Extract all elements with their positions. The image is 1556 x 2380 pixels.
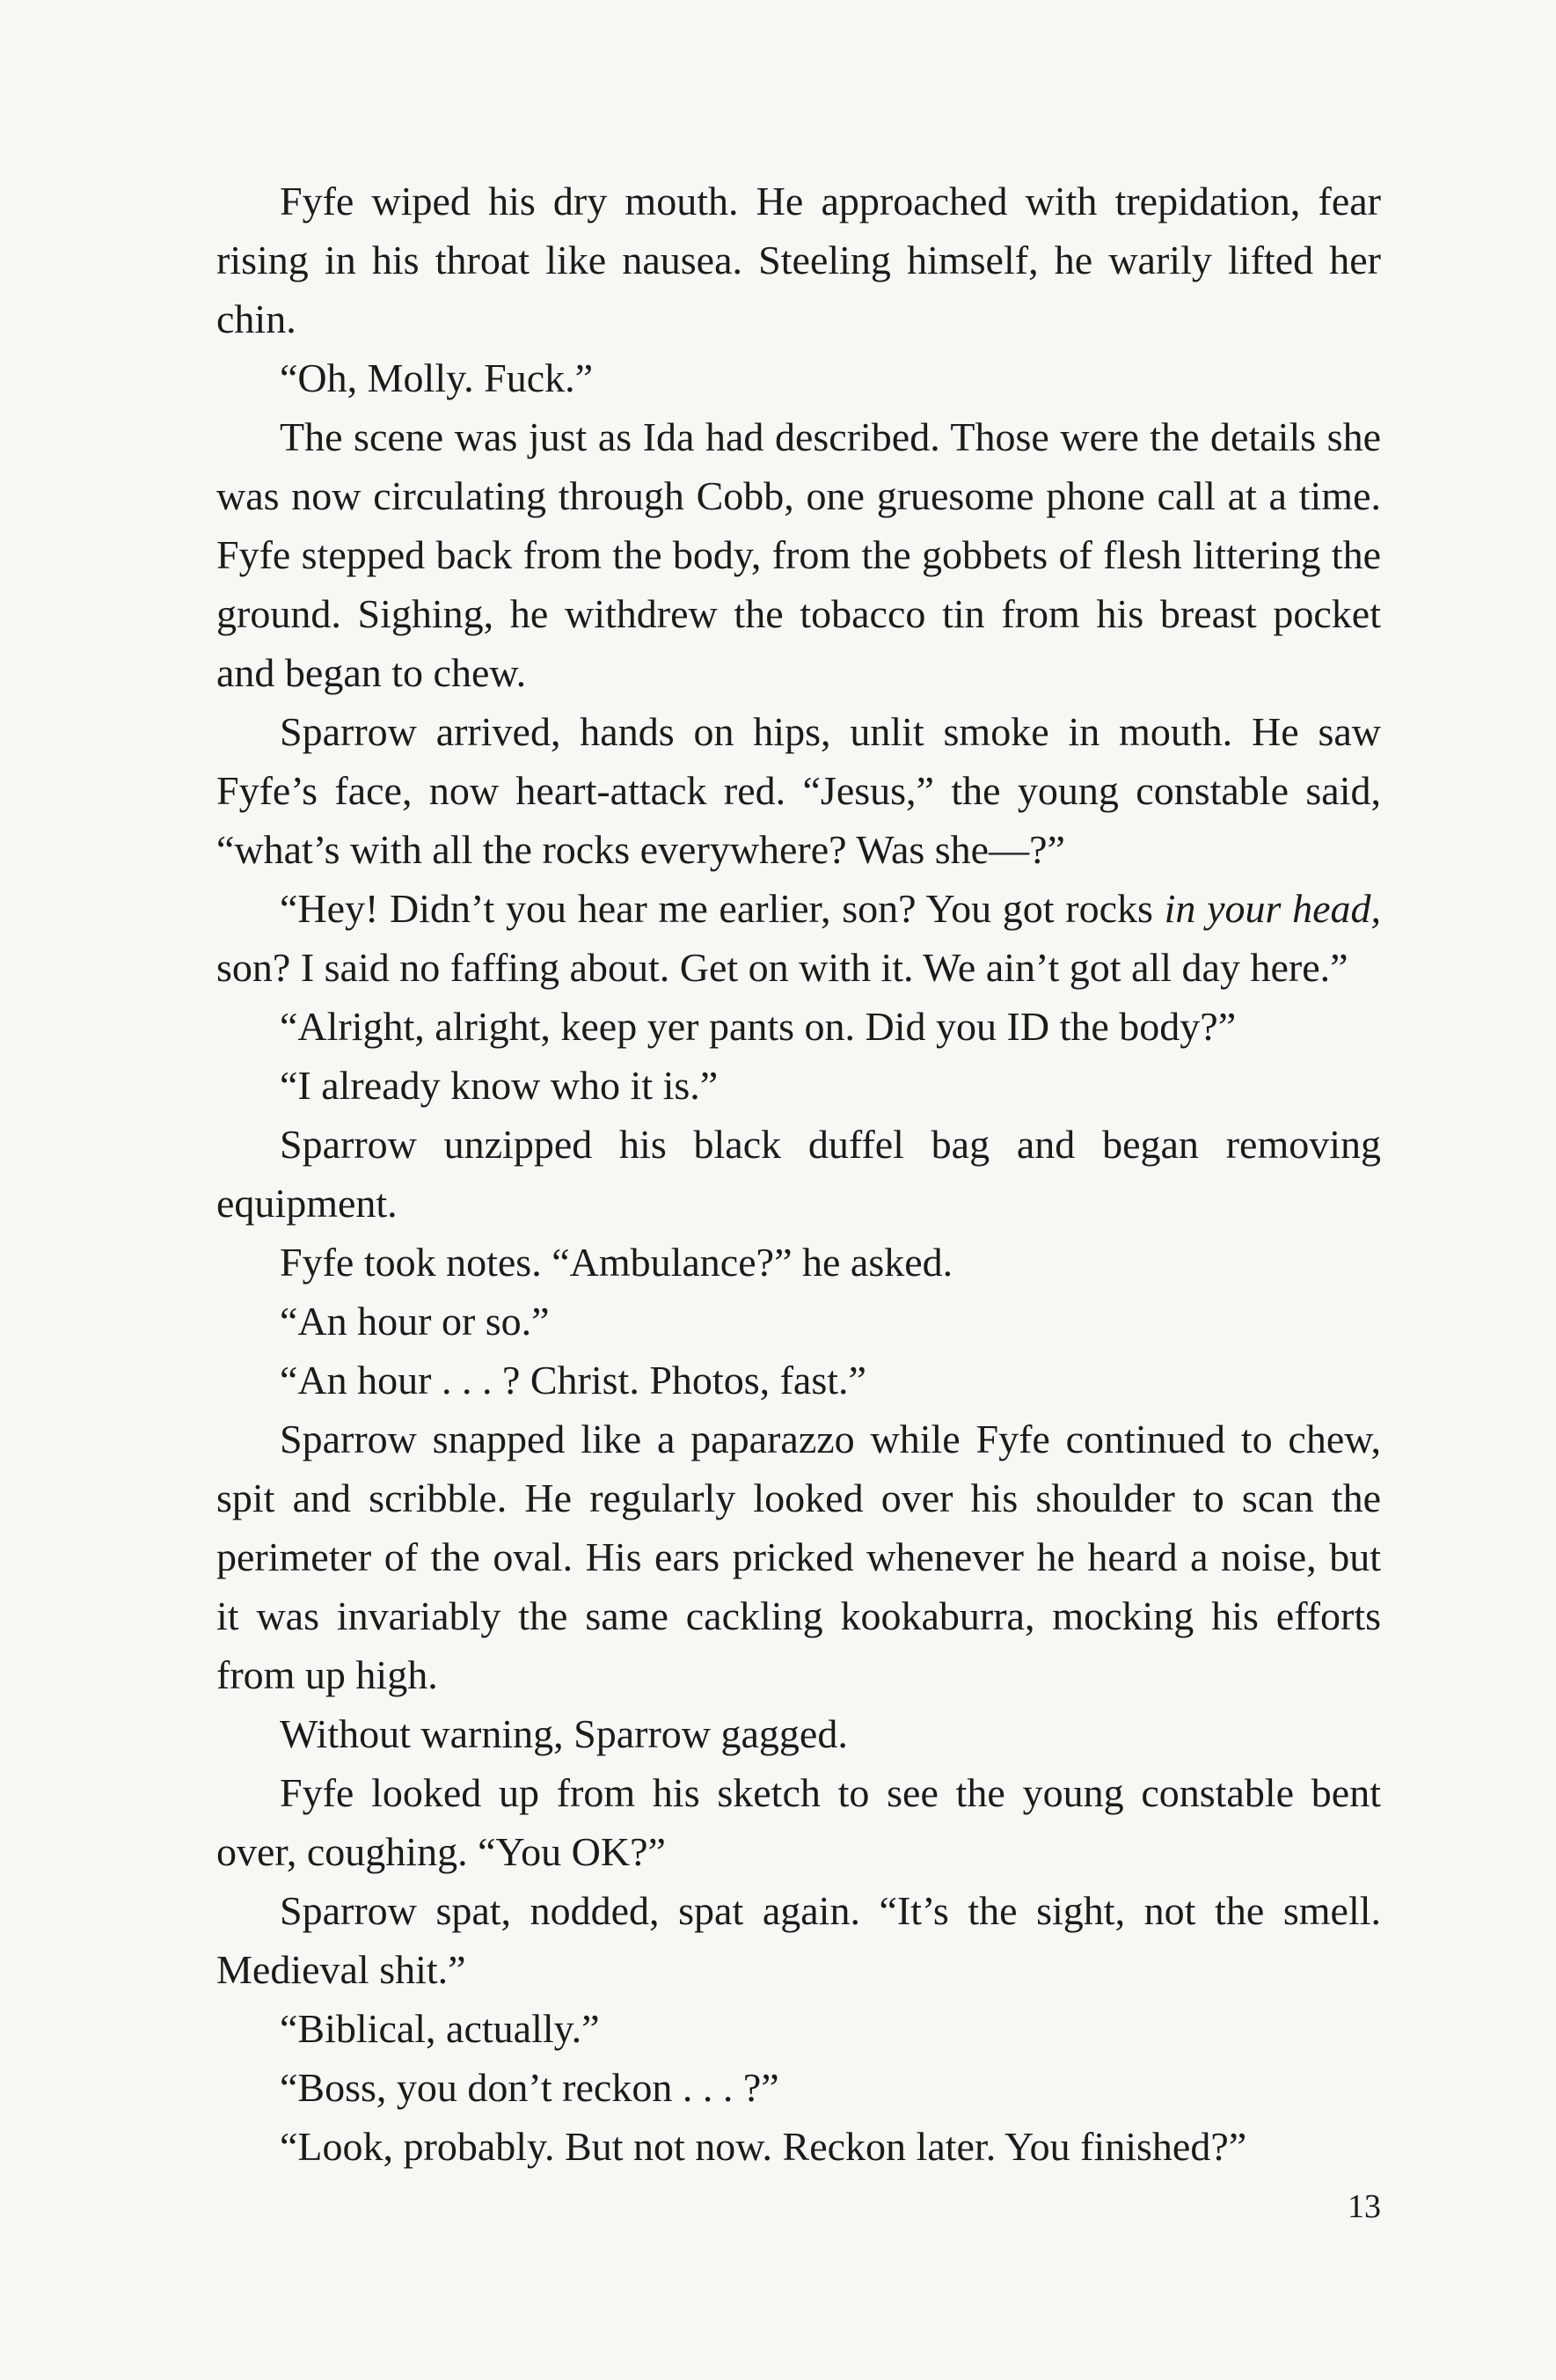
paragraph: The scene was just as Ida had described. Those were the details she was now circulating through Cobb, one gruesome phone call at a time. Fyfe stepped back from the body, from the gobbets of flesh littering the ground. Sighing, he withdrew the tobacco tin from his breast pocket and began to chew. bbox=[216, 414, 1381, 695]
body-text bbox=[216, 172, 1381, 2176]
paragraph: “I already know who it is.” bbox=[280, 1063, 719, 1108]
page-number: 13 bbox=[1348, 2188, 1381, 2225]
paragraph: “Look, probably. But not now. Reckon later. You finished?” bbox=[280, 2124, 1247, 2169]
paragraph: “Alright, alright, keep yer pants on. Did you ID the body?” bbox=[280, 1004, 1237, 1049]
paragraph: Sparrow unzipped his black duffel bag and began removing equipment. bbox=[216, 1122, 1381, 1226]
paragraph: Sparrow snapped like a paparazzo while Fyfe continued to chew, spit and scribble. He regularly looked over his shoulder to scan the perimeter of the oval. His ears pricked whenever he heard a noise, but it was invariably the same cackling kookaburra, mocking his efforts from up high. bbox=[216, 1417, 1381, 1697]
paragraph: Fyfe wiped his dry mouth. He approached with trepidation, fear rising in his throat like nausea. Steeling himself, he warily lifted her chin. bbox=[216, 179, 1381, 341]
paragraph: Fyfe looked up from his sketch to see the young constable bent over, coughing. “You OK?” bbox=[216, 1770, 1381, 1874]
paragraph: “Oh, Molly. Fuck.” bbox=[280, 355, 594, 400]
paragraph: “Biblical, actually.” bbox=[280, 2006, 600, 2051]
paragraph: “Boss, you don’t reckon . . . ?” bbox=[280, 2065, 779, 2110]
paragraph: “An hour or so.” bbox=[280, 1299, 550, 1344]
paragraph-text: “Hey! Didn’t you hear me earlier, son? You got rocks bbox=[280, 886, 1165, 931]
paragraph-with-italic bbox=[216, 879, 1381, 997]
paragraph: “An hour . . . ? Christ. Photos, fast.” bbox=[280, 1358, 866, 1402]
paragraph: Sparrow arrived, hands on hips, unlit smoke in mouth. He saw Fyfe’s face, now heart-attack red. “Jesus,” the young constable said, “what’s with all the rocks everywhere? Was she—?” bbox=[216, 709, 1381, 872]
paragraph: Sparrow spat, nodded, spat again. “It’s the sight, not the smell. Medieval shit.” bbox=[216, 1888, 1381, 1992]
paragraph: Without warning, Sparrow gagged. bbox=[280, 1711, 848, 1756]
paragraph: Fyfe took notes. “Ambulance?” he asked. bbox=[280, 1240, 953, 1285]
paragraph-text: son? I said no faffing about. Get on with it. We ain’t got all day here.” bbox=[216, 945, 1348, 990]
italic-phrase: in your head, bbox=[1164, 886, 1381, 931]
